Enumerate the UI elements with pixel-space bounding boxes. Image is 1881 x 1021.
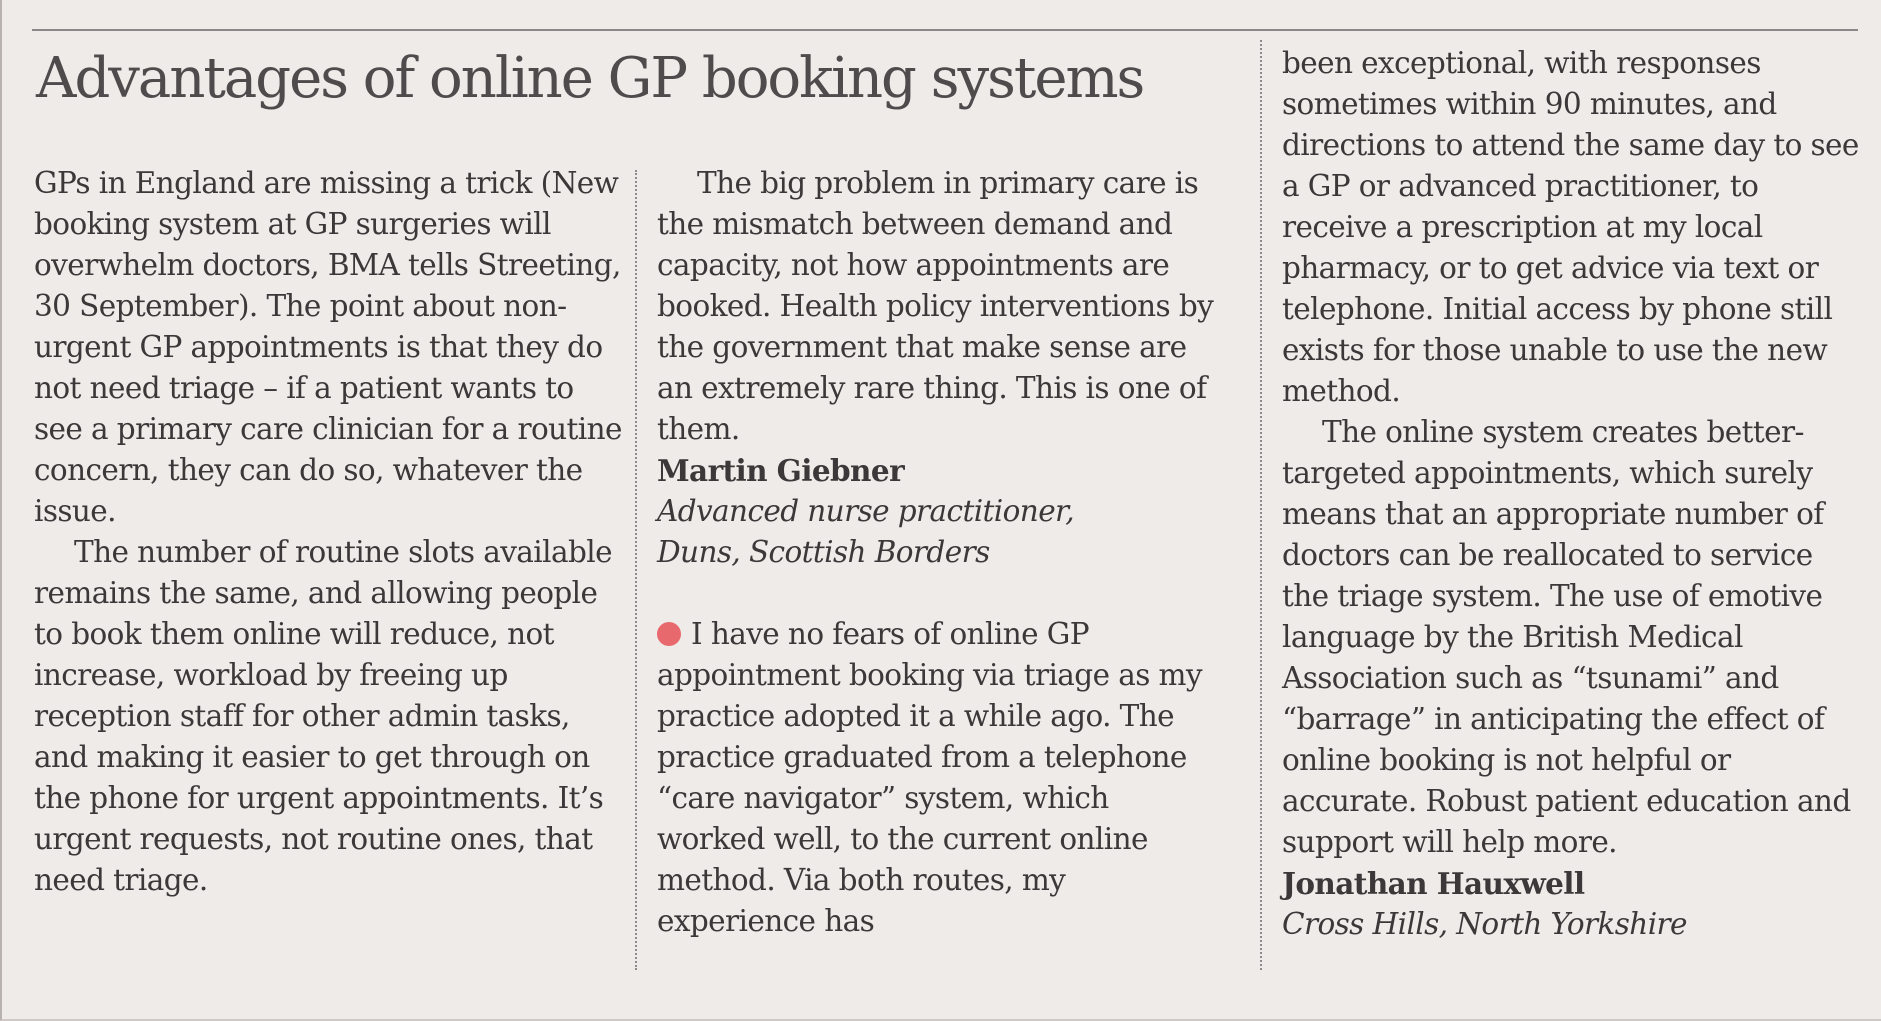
signature-role-1: Advanced nurse practitioner, [657, 494, 1075, 528]
headline: Advantages of online GP booking systems [36, 46, 1144, 111]
letter-1-paragraph-1: GPs in England are missing a trick (New booking system at GP surgeries will overwhelm doctors, BMA tells Streeting, 30 September). The point about non-urgent GP appointments is that they do not need triage – if a patient wants to see a primary care clinician for a routine concern, they can do so, whatever the issue. [34, 166, 622, 528]
red-bullet-icon [657, 622, 681, 646]
top-rule [32, 29, 1858, 31]
letter-spacer [657, 573, 1217, 614]
column-2 [657, 163, 1217, 942]
column-1 [34, 163, 624, 901]
signature-name-1: Martin Giebner [657, 453, 905, 488]
column-3 [1282, 43, 1867, 945]
letter-2-paragraph-1 [657, 614, 1217, 942]
column-divider-2 [1260, 40, 1262, 970]
signature-name-2: Jonathan Hauxwell [1282, 866, 1585, 901]
letter-1-paragraph-2: The number of routine slots available remains the same, and allowing people to book them online will reduce, not increase, workload by freeing up reception staff for other admin tasks, and making it easier to get through on the phone for urgent appointments. It’s urgent requests, not routine ones, that need triage. [34, 535, 612, 897]
letter-2-paragraph-1-text: I have no fears of online GP appointment booking via triage as my practice adopted it a while ago. The practice graduated from a telephone “care navigator” system, which worked well, to the current online method. Via both routes, my experience has [657, 617, 1202, 938]
letter-2-paragraph-3: The online system creates better-targeted appointments, which surely means that an appropriate number of doctors can be reallocated to service the triage system. The use of emotive language by the British Medical Association such as “tsunami” and “barrage” in anticipating the effect of online booking is not helpful or accurate. Robust patient education and support will help more. [1282, 415, 1851, 859]
signature-place-2: Cross Hills, North Yorkshire [1282, 907, 1687, 941]
column-divider-1 [635, 170, 637, 970]
letter-2-paragraph-2: been exceptional, with responses sometimes within 90 minutes, and directions to attend the same day to see a GP or advanced practitioner, to receive a prescription at my local pharmacy, or to get advice via text or telephone. Initial access by phone still exists for those unable to use the new method. [1282, 46, 1859, 408]
signature-place-1: Duns, Scottish Borders [657, 535, 990, 569]
letter-1-paragraph-3: The big problem in primary care is the mismatch between demand and capacity, not how appointments are booked. Health policy interventions by the government that make sense are an extremely rare thing. This is one of them. [657, 166, 1214, 446]
